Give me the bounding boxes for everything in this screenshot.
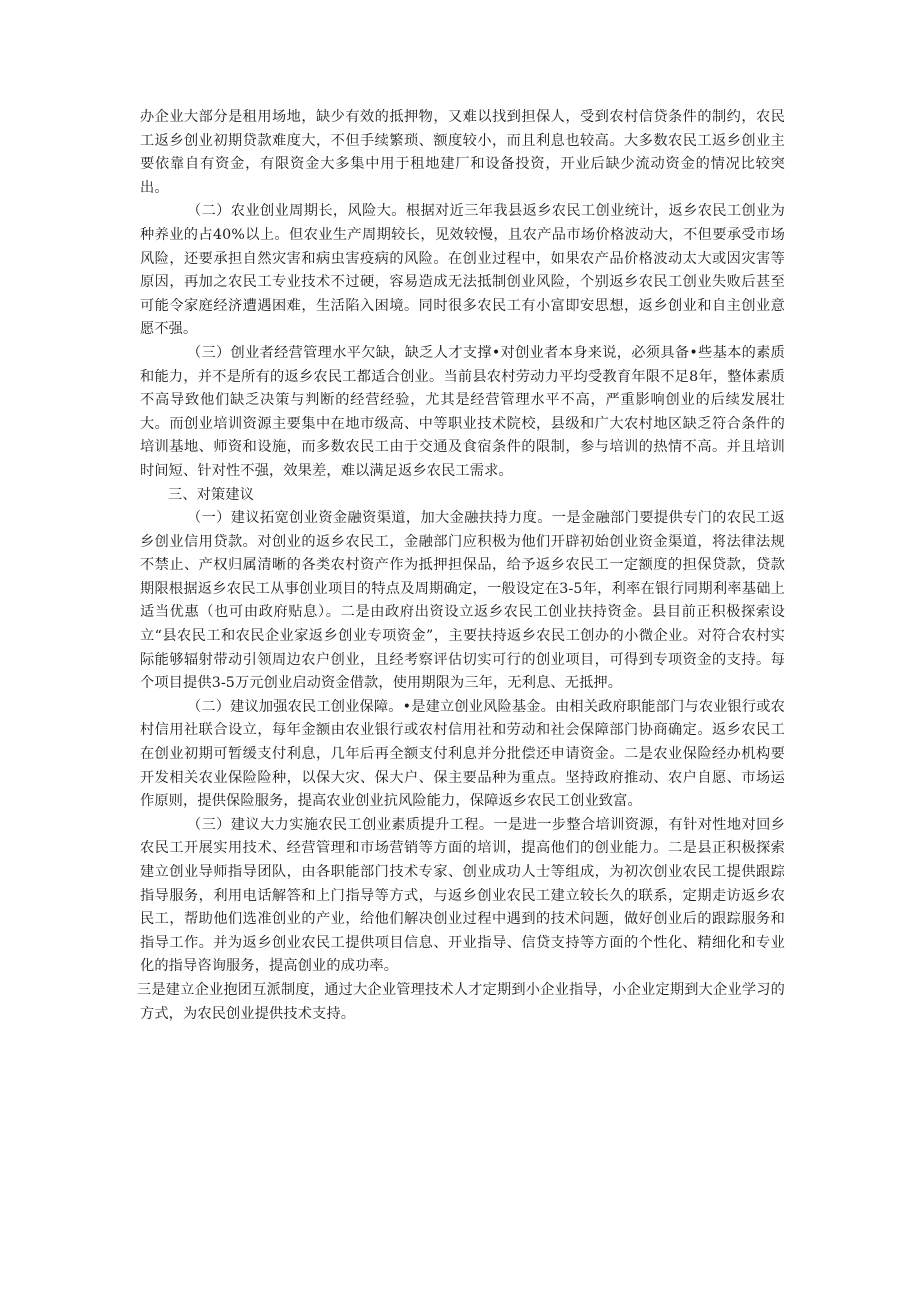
paragraph-quality-improvement: （三）建议大力实施农民工创业素质提升工程。一是进一步整合培训资源，有针对性地对回乡农民工开展实用技术、经营管理和市场营销等方面的培训，提高他们的创业能力。二是县正积极探索建立创业导师指导团队，由各职能部门技术专家、创业成功人士等组成，为初次创业农民工提供跟踪指导服务，利用电话解答和上门指导等方式，与返乡创业农民工建立较长久的联系，定期走访返乡农民工，帮助他们选准创业的产业，给他们解决创业过程中遇到的技术问题，做好创业后的跟踪服务和指导工作。并为返乡创业农民工提供项目信息、开业指导、信贷支持等方面的个性化、精细化和专业化的指导咨询服务，提高创业的成功率。 xyxy=(140,816,785,975)
paragraph-continuation: 办企业大部分是租用场地，缺少有效的抵押物，又难以找到担保人，受到农村信贷条件的制约，农民工返乡创业初期贷款难度大，不但手续繁琐、额度较小，而且利息也较高。大多数农民工返乡创业主要依靠自有资金，有限资金大多集中用于租地建厂和设备投资，开业后缺少流动资金的情况比较突出。 xyxy=(140,109,785,196)
document-body xyxy=(137,106,785,1026)
section-heading-recommendations: 三、对策建议 xyxy=(168,486,255,503)
paragraph-management-skills: （三）创业者经营管理水平欠缺，缺乏人才支撑•对创业者本身来说，必须具备•些基本的素质和能力，并不是所有的返乡农民工都适合创业。当前县农村劳动力平均受教育年限不足8年，整体素质不高导致他们缺乏决策与判断的经营经验，尤其是经营管理水平不高，严重影响创业的后续发展壮大。而创业培训资源主要集中在地市级高、中等职业技术院校，县级和广大农村地区缺乏符合条件的培训基地、师资和设施，而多数农民工由于交通及食宿条件的限制，参与培训的热情不高。并且培训时间短、针对性不强，效果差，难以满足返乡农民工需求。 xyxy=(140,344,785,479)
paragraph-financing: （一）建议拓宽创业资金融资渠道，加大金融扶持力度。一是金融部门要提供专门的农民工返乡创业信用贷款。对创业的返乡农民工，金融部门应积极为他们开辟初始创业资金渠道，将法律法规不禁止、产权归属清晰的各类农村资产作为抵押担保品，给予返乡农民工一定额度的担保贷款，贷款期限根据返乡农民工从事创业项目的特点及周期确定，一般设定在3-5年，利率在银行同期利率基础上适当优惠（也可由政府贴息）。二是由政府出资设立返乡农民工创业扶持资金。县目前正积极探索设立“县农民工和农民企业家返乡创业专项资金”，主要扶持返乡农民工创办的小微企业。对符合农村实际能够辐射带动引领周边农户创业，且经考察评估切实可行的创业项目，可得到专项资金的支持。每个项目提供3-5万元创业启动资金借款，使用期限为三年，无利息、无抵押。 xyxy=(140,510,785,692)
paragraph-agri-risk: （二）农业创业周期长，风险大。根据对近三年我县返乡农民工创业统计，返乡农民工创业为种养业的占40%以上。但农业生产周期较长，见效较慢，且农产品市场价格波动大，不但要承受市场风险，还要承担自然灾害和病虫害疫病的风险。在创业过程中，如果农产品价格波动太大或因灾害等原因，再加之农民工专业技术不过硬，容易造成无法抵制创业风险，个别返乡农民工创业失败后甚至可能令家庭经济遭遇困难，生活陷入困境。同时很多农民工有小富即安思想，返乡创业和自主创业意愿不强。 xyxy=(140,203,785,338)
paragraph-guarantee: （二）建议加强农民工创业保障。•是建立创业风险基金。由相关政府职能部门与农业银行或农村信用社联合设立，每年金额由农业银行或农村信用社和劳动和社会保障部门协商确定。返乡农民工在创业初期可暂缓支付利息，几年后再全额支付利息并分批偿还申请资金。二是农业保险经办机构要开发相关农业保险险种，以保大灾、保大户、保主要品种为重点。坚持政府推动、农户自愿、市场运作原则，提供保险服务，提高农业创业抗风险能力，保障返乡农民工创业致富。 xyxy=(140,698,785,810)
paragraph-enterprise-pairing: 三是建立企业抱团互派制度，通过大企业管理技术人才定期到小企业指导，小企业定期到大企业学习的方式，为农民创业提供技术支持。 xyxy=(137,981,785,1022)
